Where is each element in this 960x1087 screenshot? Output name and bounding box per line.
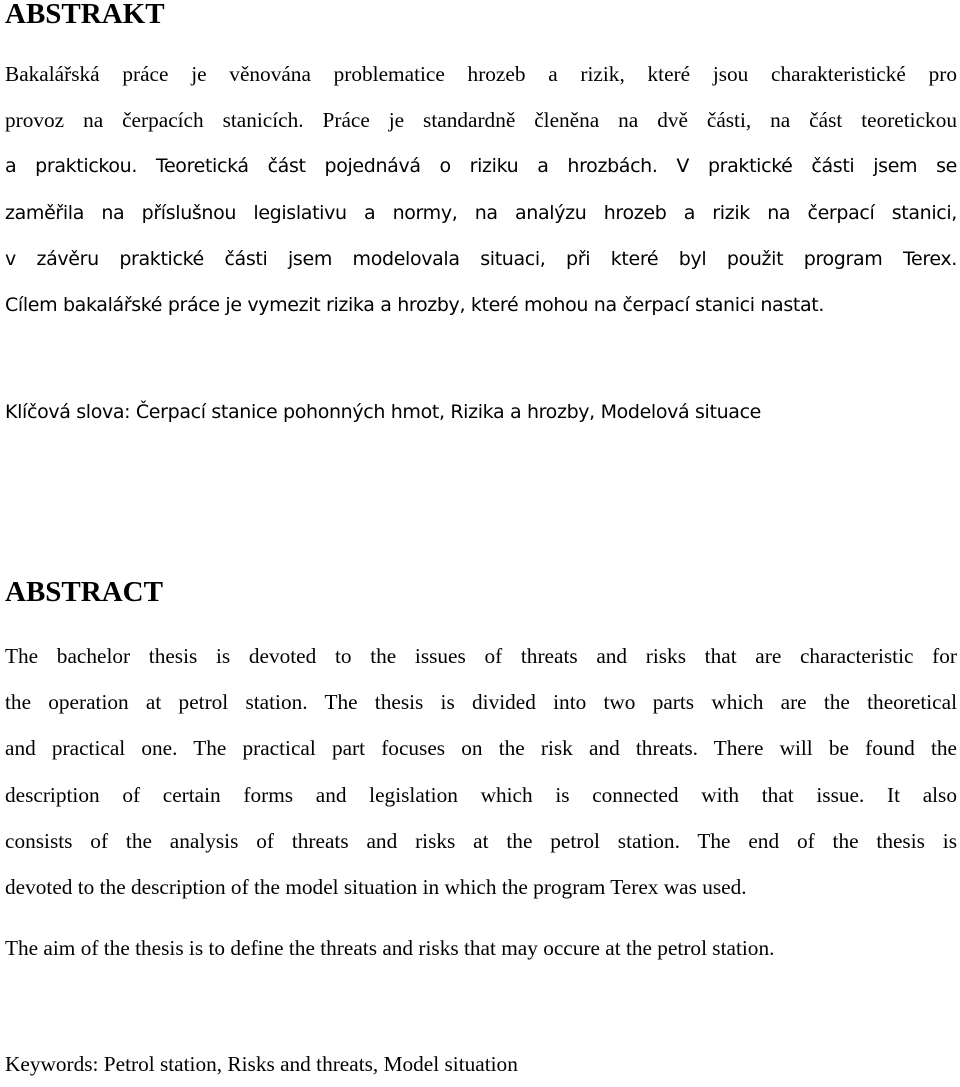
czech-abstract-line: Bakalářská práce je věnována problematice hrozeb a rizik, které jsou charakteristické pro: [5, 62, 957, 86]
english-abstract-line: the operation at petrol station. The thesis is divided into two parts which are the theoretical: [5, 690, 957, 715]
czech-abstract-line: a praktickou. Teoretická část pojednává o riziku a hrozbách. V praktické části jsem se: [5, 155, 957, 178]
english-abstract-line: consists of the analysis of threats and risks at the petrol station. The end of the thesis is: [5, 828, 957, 853]
czech-abstract-line: provoz na čerpacích stanicích. Práce je standardně členěna na dvě části, na část teoretickou: [5, 108, 957, 133]
english-keywords: Keywords: Petrol station, Risks and threats, Model situation: [5, 1052, 518, 1076]
czech-abstract-line: Cílem bakalářské práce je vymezit rizika a hrozby, které mohou na čerpací stanici nastat.: [5, 293, 825, 316]
czech-abstract-paragraph: [5, 51, 957, 328]
czech-keywords: Klíčová slova: Čerpací stanice pohonných hmot, Rizika a hrozby, Modelová situace: [5, 401, 762, 423]
czech-abstract-line: zaměřila na příslušnou legislativu a normy, na analýzu hrozeb a rizik na čerpací stanici,: [5, 201, 957, 224]
english-abstract-line: The bachelor thesis is devoted to the issues of threats and risks that are characteristic for: [5, 644, 957, 668]
czech-abstract-line: v závěru praktické části jsem modelovala situaci, při které byl použit program Terex.: [5, 247, 957, 270]
english-abstract-line: description of certain forms and legislation which is connected with that issue. It also: [5, 782, 957, 807]
abstrakt-heading: ABSTRAKT: [5, 0, 165, 30]
english-abstract-line: and practical one. The practical part focuses on the risk and threats. There will be found the: [5, 736, 957, 761]
abstract-heading: ABSTRACT: [5, 576, 163, 608]
english-abstract-line: devoted to the description of the model situation in which the program Terex was used.: [5, 874, 747, 899]
english-abstract-paragraph: [5, 633, 957, 910]
english-aim-sentence: The aim of the thesis is to define the threats and risks that may occure at the petrol station.: [5, 936, 775, 960]
